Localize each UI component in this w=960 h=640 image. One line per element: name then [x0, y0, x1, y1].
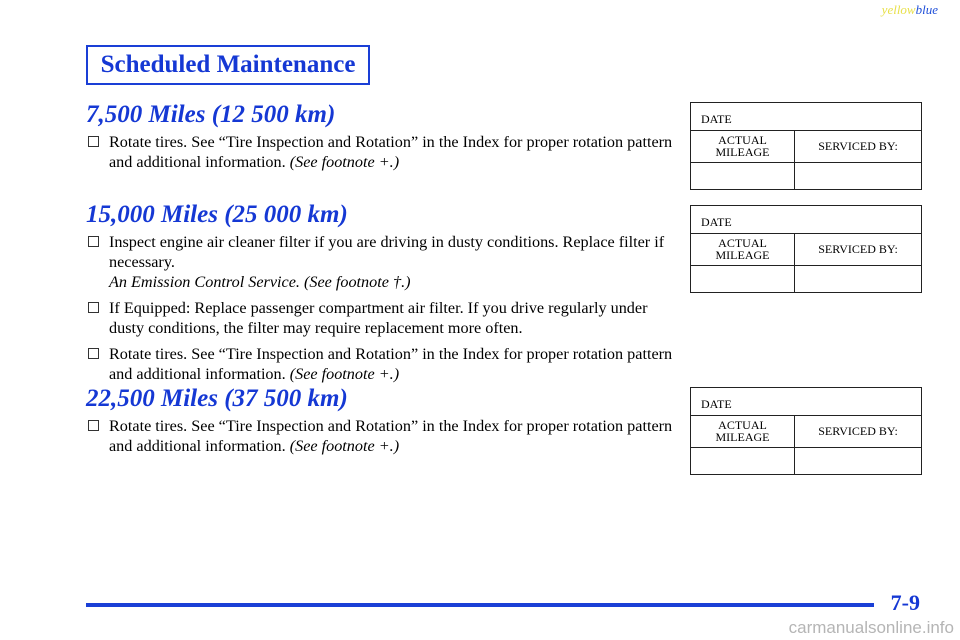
serviced-entry-cell[interactable]: [795, 448, 921, 474]
item-text: Rotate tires. See “Tire Inspection and Rotation” in the Index for proper rotation pattern and additional information.: [109, 345, 673, 383]
footer-divider: [86, 603, 874, 607]
item-note: (See footnote +.): [289, 365, 400, 383]
checkbox-icon[interactable]: [88, 236, 99, 247]
mileage-entry-cell[interactable]: [691, 163, 795, 189]
checkbox-icon[interactable]: [88, 302, 99, 313]
date-label: DATE: [701, 112, 732, 126]
mileage-label-line1: ACTUAL: [718, 133, 767, 147]
date-row[interactable]: [691, 103, 921, 131]
mileage-label-line2: MILEAGE: [715, 145, 770, 159]
mileage-label-line2: MILEAGE: [715, 430, 770, 444]
date-label: DATE: [701, 215, 732, 229]
serviced-label: SERVICED BY:: [818, 139, 898, 153]
list-item: [86, 298, 676, 338]
mileage-label-line1: ACTUAL: [718, 236, 767, 250]
mileage-entry-cell[interactable]: [691, 448, 795, 474]
checkbox-icon[interactable]: [88, 348, 99, 359]
maintenance-section-22500: [86, 384, 676, 456]
item-text: Rotate tires. See “Tire Inspection and Rotation” in the Index for proper rotation pattern and additional information.: [109, 417, 673, 455]
list-item: [86, 344, 676, 384]
service-log-15000: [690, 205, 922, 293]
mileage-header: [691, 416, 795, 447]
section-title: 7,500 Miles (12 500 km): [86, 101, 336, 128]
section-title: 15,000 Miles (25 000 km): [86, 201, 348, 228]
mileage-entry-cell[interactable]: [691, 266, 795, 292]
list-item: [86, 232, 676, 292]
serviced-entry-cell[interactable]: [795, 266, 921, 292]
maintenance-section-7500: [86, 100, 676, 172]
item-note: (See footnote +.): [289, 437, 400, 455]
mileage-header: [691, 234, 795, 265]
mileage-label-line2: MILEAGE: [715, 248, 770, 262]
item-text: Inspect engine air cleaner filter if you are driving in dusty conditions. Replace filter if necessary.: [109, 233, 665, 271]
color-tag-yellow: yellow: [881, 2, 916, 17]
section-header-title: Scheduled Maintenance: [100, 51, 356, 78]
color-tag: [882, 2, 938, 18]
list-item: [86, 416, 676, 456]
serviced-entry-cell[interactable]: [795, 163, 921, 189]
item-note: (See footnote +.): [289, 153, 400, 171]
service-log-7500: [690, 102, 922, 190]
list-item: [86, 132, 676, 172]
mileage-header: [691, 131, 795, 162]
serviced-header: [795, 131, 921, 162]
serviced-label: SERVICED BY:: [818, 242, 898, 256]
serviced-header: [795, 416, 921, 447]
item-note: An Emission Control Service. (See footnote †.): [109, 273, 411, 291]
serviced-label: SERVICED BY:: [818, 424, 898, 438]
serviced-header: [795, 234, 921, 265]
date-label: DATE: [701, 397, 732, 411]
color-tag-blue: blue: [915, 2, 938, 17]
section-header: [86, 45, 370, 85]
maintenance-section-15000: [86, 200, 676, 384]
section-title: 22,500 Miles (37 500 km): [86, 385, 348, 412]
item-text: If Equipped: Replace passenger compartment air filter. If you drive regularly under dusty conditions, the filter may require replacement more often.: [109, 299, 648, 337]
checkbox-icon[interactable]: [88, 136, 99, 147]
page-number: 7-9: [890, 590, 920, 615]
item-text: Rotate tires. See “Tire Inspection and Rotation” in the Index for proper rotation pattern and additional information.: [109, 133, 673, 171]
checkbox-icon[interactable]: [88, 420, 99, 431]
service-log-22500: [690, 387, 922, 475]
date-row[interactable]: [691, 206, 921, 234]
mileage-label-line1: ACTUAL: [718, 418, 767, 432]
date-row[interactable]: [691, 388, 921, 416]
watermark: carmanualsonline.info: [788, 618, 954, 637]
